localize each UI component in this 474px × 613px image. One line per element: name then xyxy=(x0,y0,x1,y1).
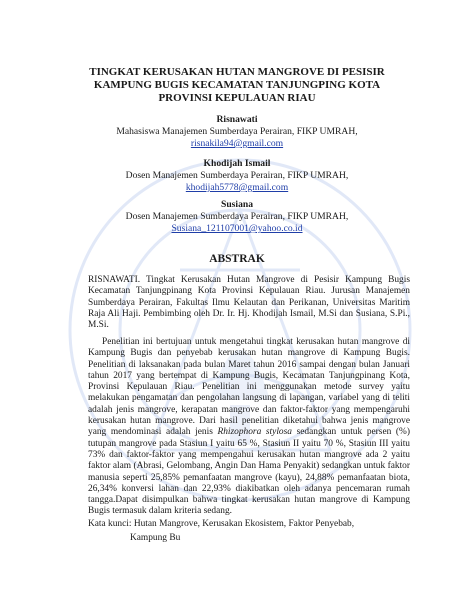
author-email-link[interactable]: Susiana_121107001@yahoo.co.id xyxy=(171,223,303,234)
species-name: Rhizophora stylosa xyxy=(217,427,292,438)
author-affiliation: Dosen Manajemen Sumberdaya Perairan, FIKP UMRAH, xyxy=(125,211,349,222)
abstract-text-part-1: Penelitian ini bertujuan untuk mengetahui tingkat kerusakan hutan mangrove di Kampung Bugis dan penyebab kerusakan hutan mangrove di Kampung Bugis. Penelitian di laksanakan pada bulan Maret tahun 2016 sampai dengan bulan Januari tahun 2017 yang bertempat di Kampung Bugis, Kecamatan Tanjungpinang Kota, Provinsi Kepulauan Riau. Penelitian ini menggunakan metode survey yaitu melakukan pengamatan dan pengolahan langsung di lapangan, variabel yang di teliti adalah jenis mangrove, kerapatan mangrove dan faktor-faktor yang mempengaruhi kerusakan hutan mangrove. Dari hasil penelitian diketahui bahwa jenis mangrove yang mendominasi adalah jenis xyxy=(88,337,410,438)
author-name: Susiana xyxy=(221,199,253,210)
paper-title xyxy=(40,66,434,105)
abstract-text-part-2: sedangkan untuk persen (%) tutupan mangrove pada Stasiun I yaitu 65 %, Stasiun II yaitu 70 %, Stasiun III yaitu 73% dan faktor-faktor yang mempengahui kerusakan hutan mangrove ada 2 yaitu faktor alam (Abrasi, Gelombang, Angin Dan Hama Penyakit) sedangkan untuk faktor manusia seperti 25,85% pemanfaatan mangrove (kayu), 24,88% pemanfaatan biota, 26,34% konversi lahan dan 22,93% diakibatkan oleh adanya pencemaran rumah tangga.Dapat disimpulkan bahwa tingkat kerusakan hutan mangrove di Kampung Bugis termasuk dalam kriteria sedang. xyxy=(88,427,410,517)
keywords-line-2: Kampung Bu xyxy=(130,533,181,543)
author-email-link[interactable]: khodijah5778@gmail.com xyxy=(185,182,289,193)
title-line-1: TINGKAT KERUSAKAN HUTAN MANGROVE DI PESISIR xyxy=(89,66,385,78)
author-affiliation: Mahasiswa Manajemen Sumberdaya Perairan, FIKP UMRAH, xyxy=(116,126,358,137)
abstract-heading: ABSTRAK xyxy=(209,253,265,265)
author-affiliation: Dosen Manajemen Sumberdaya Perairan, FIKP UMRAH, xyxy=(125,170,349,181)
title-line-3: PROVINSI KEPULAUAN RIAU xyxy=(158,92,316,104)
author-name: Risnawati xyxy=(216,114,258,125)
keywords-line-1: Kata kunci: Hutan Mangrove, Kerusakan Ekosistem, Faktor Penyebab, xyxy=(88,519,355,529)
author-block-1 xyxy=(40,114,434,150)
author-name: Khodijah Ismail xyxy=(203,158,271,169)
citation-paragraph: RISNAWATI. Tingkat Kerusakan Hutan Mangrove di Pesisir Kampung Bugis Kecamatan Tanjungpinang Kota Provinsi Kepulauan Riau. Jurusan Manajemen Sumberdaya Perairan, Fakultas Ilmu Kelautan dan Perikanan, Universitas Maritim Raja Ali Haji. Pembimbing oleh Dr. Ir. Hj. Khodijah Ismail, M.Si dan Susiana, S.Pi., M.Si. xyxy=(88,275,410,331)
author-email-link[interactable]: risnakila94@gmail.com xyxy=(190,138,284,149)
abstract-paragraph xyxy=(88,337,410,518)
author-block-3 xyxy=(40,199,434,235)
title-line-2: KAMPUNG BUGIS KECAMATAN TANJUNGPING KOTA xyxy=(93,79,381,91)
author-block-2 xyxy=(40,158,434,194)
